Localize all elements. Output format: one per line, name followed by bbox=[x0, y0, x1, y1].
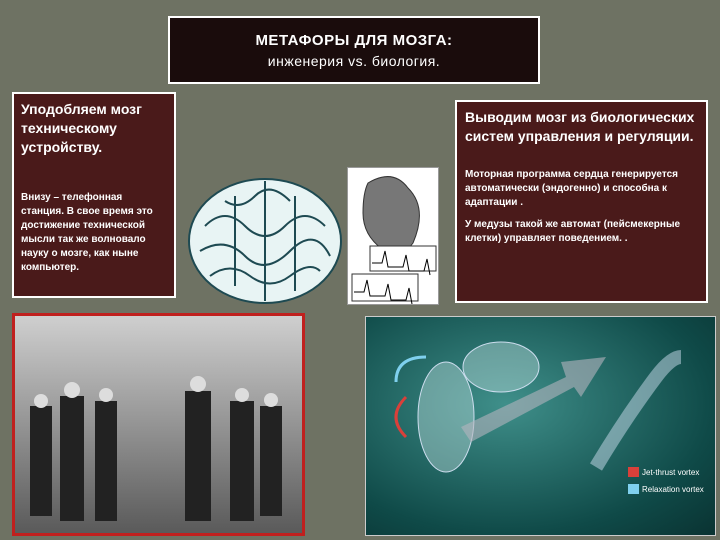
title-box bbox=[168, 16, 540, 84]
left-text: Внизу – телефонная станция. В свое время это достижение технической мысли так же волновало науку о мозге, как ныне компьютер. bbox=[21, 192, 153, 273]
title-line1: МЕТАФОРЫ ДЛЯ МОЗГА: bbox=[255, 32, 453, 49]
right-text-jellyfish: У медузы такой же автомат (пейсмекерные клетки) управляет поведением. . bbox=[465, 219, 681, 244]
brain-circuit-image bbox=[185, 176, 345, 306]
legend-label: Relaxation vortex bbox=[642, 484, 704, 494]
right-text-heart: Моторная программа сердца генерируется автоматически (эндогенно) и способна к адаптации . bbox=[465, 169, 679, 208]
legend-swatch-blue bbox=[628, 484, 639, 494]
left-text-panel bbox=[12, 92, 176, 298]
legend-item-relaxation bbox=[628, 484, 704, 494]
right-text-panel bbox=[455, 100, 708, 303]
jellyfish-vortex-image bbox=[365, 316, 716, 536]
telephone-station-photo bbox=[12, 313, 305, 536]
right-heading: Выводим мозг из биологических систем управления и регуляции. bbox=[465, 109, 695, 144]
heart-ecg-image bbox=[347, 167, 439, 305]
legend-item-jet-thrust bbox=[628, 467, 699, 477]
legend-swatch-red bbox=[628, 467, 639, 477]
left-heading: Уподобляем мозг техническому устройству. bbox=[21, 101, 142, 155]
title-line2: инженерия vs. биология. bbox=[267, 53, 441, 69]
legend-label: Jet-thrust vortex bbox=[642, 467, 700, 477]
